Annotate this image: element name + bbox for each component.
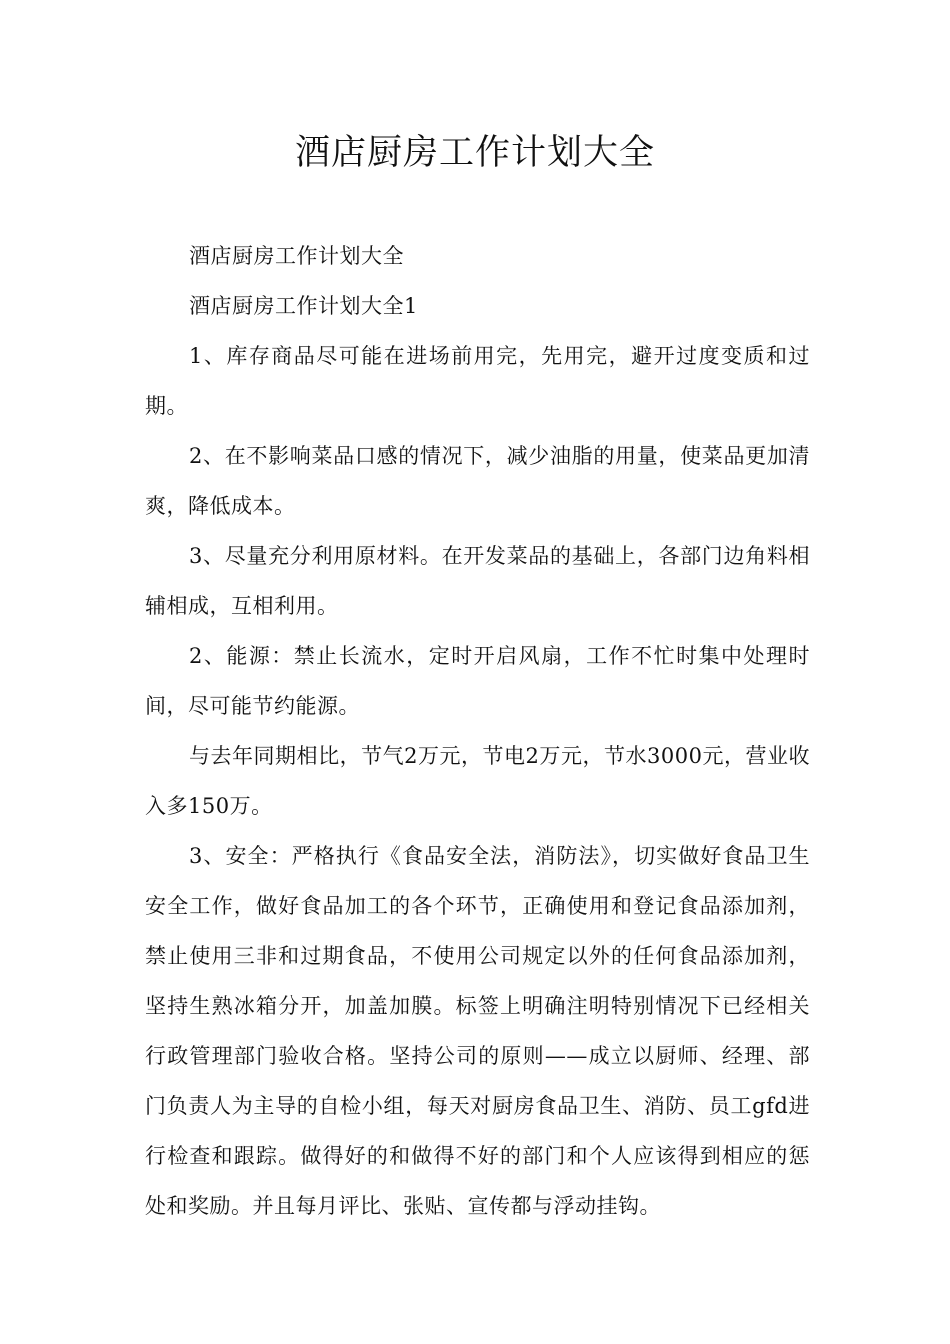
paragraph-inventory: 1、库存商品尽可能在进场前用完，先用完，避开过度变质和过期。 bbox=[145, 344, 810, 418]
paragraph-materials: 3、尽量充分利用原材料。在开发菜品的基础上，各部门边角料相辅相成，互相利用。 bbox=[145, 544, 810, 618]
document-body bbox=[145, 231, 810, 1231]
document-title: 酒店厨房工作计划大全 bbox=[294, 133, 655, 173]
paragraph-energy: 2、能源：禁止长流水，定时开启风扇，工作不忙时集中处理时间，尽可能节约能源。 bbox=[145, 644, 810, 718]
paragraph-savings: 与去年同期相比，节气2万元，节电2万元，节水3000元，营业收入多150万。 bbox=[145, 744, 810, 818]
paragraph-oil-usage: 2、在不影响菜品口感的情况下，减少油脂的用量，使菜品更加清爽，降低成本。 bbox=[145, 444, 810, 518]
paragraph-safety: 3、安全：严格执行《食品安全法，消防法》，切实做好食品卫生安全工作，做好食品加工的各个环节，正确使用和登记食品添加剂，禁止使用三非和过期食品，不使用公司规定以外的任何食品添加剂，坚持生熟冰箱分开，加盖加膜。标签上明确注明特别情况下已经相关行政管理部门验收合格。坚持公司的原则——成立以厨师、经理、部门负责人为主导的自检小组，每天对厨房食品卫生、消防、员工gfd进行检查和跟踪。做得好的和做得不好的部门和个人应该得到相应的惩处和奖励。并且每月评比、张贴、宣传都与浮动挂钩。 bbox=[145, 844, 810, 1218]
paragraph-subtitle: 酒店厨房工作计划大全 bbox=[189, 244, 404, 268]
paragraph-section-heading: 酒店厨房工作计划大全1 bbox=[189, 294, 418, 318]
